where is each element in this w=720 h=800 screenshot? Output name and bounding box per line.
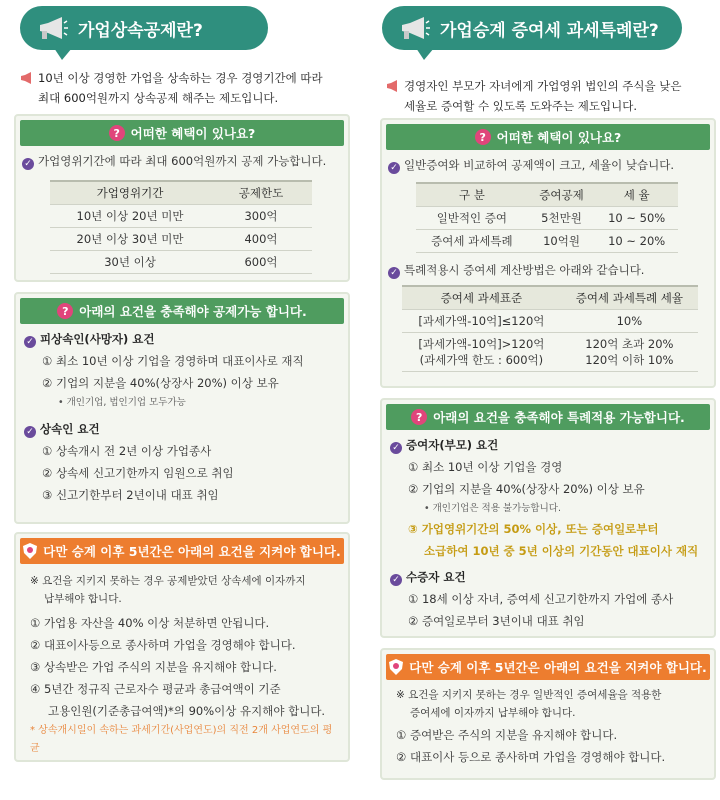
table-row: 증여세 과세특례 10억원 10 ~ 20% — [416, 230, 678, 253]
list-item: ③ 가업영위기간의 50% 이상, 또는 증여일로부터 — [408, 522, 659, 536]
list-item: ② 상속세 신고기한까지 임원으로 취임 — [42, 466, 234, 480]
list-item: ② 대표이사 등으로 종사하며 가업을 경영해야 합니다. — [396, 750, 666, 764]
check-icon: ✓ — [22, 158, 34, 170]
after-box — [380, 648, 716, 780]
requirements-box — [14, 292, 350, 524]
shield-icon — [389, 659, 403, 675]
list-item: ① 상속개시 전 2년 이상 가업종사 — [42, 444, 212, 458]
list-item: ② 증여일로부터 3년이내 대표 취임 — [408, 614, 585, 628]
after-box — [14, 532, 350, 762]
list-item: ② 기업의 지분을 40%(상장사 20%) 이상 보유 — [408, 482, 645, 496]
megaphone-icon — [38, 15, 68, 41]
requirements-box — [380, 398, 716, 638]
list-item: 고용인원(기준총급여액)*의 90%이상 유지해야 합니다. — [48, 704, 326, 718]
left-column — [6, 0, 351, 800]
right-column — [372, 0, 717, 800]
donor-title: ✓ 증여자(부모) 요건 — [390, 434, 714, 456]
table-row: [과세가액-10억]>120억 (과세가액 한도 : 600억) 120억 초과 20% 120억 이하 10% — [402, 333, 698, 372]
shield-icon — [23, 543, 37, 559]
after-header: 다만 승계 이후 5년간은 아래의 요건을 지켜야 합니다. — [386, 654, 710, 680]
list-item: ③ 상속받은 가업 주식의 지분을 유지해야 합니다. — [30, 660, 277, 674]
page-title: 가업상속공제란? — [78, 20, 203, 41]
title-bubble — [20, 6, 268, 50]
list-item: ② 기업의 지분을 40%(상장사 20%) 이상 보유 — [42, 376, 279, 390]
list-item: ① 가업용 자산을 40% 이상 처분하면 안됩니다. — [30, 616, 270, 630]
list-item: ③ 신고기한부터 2년이내 대표 취임 — [42, 488, 219, 502]
calc-line: ✓ 특례적용시 증여세 계산방법은 아래와 같습니다. — [382, 259, 714, 281]
requirements-header: ? 아래의 요건을 충족해야 공제가능 합니다. — [20, 298, 344, 324]
benefit-box — [380, 118, 716, 388]
table-row: 30년 이상 600억 — [50, 251, 312, 274]
requirements-header: ? 아래의 요건을 충족해야 특례적용 가능합니다. — [386, 404, 710, 430]
list-item: ② 대표이사등으로 종사하며 가업을 경영해야 합니다. — [30, 638, 296, 652]
rate-table — [402, 285, 698, 372]
table-row: 일반적인 증여 5천만원 10 ~ 50% — [416, 207, 678, 230]
check-icon: ✓ — [390, 442, 402, 454]
table-row: 10년 이상 20년 미만 300억 — [50, 205, 312, 228]
table-row: [과세가액-10억]≤120억 10% — [402, 310, 698, 333]
after-note: ※ 요건을 지키지 못하는 경우 공제받았던 상속세에 이자까지 — [30, 575, 306, 587]
heir-title: ✓ 피상속인(사망자) 요건 — [24, 328, 348, 350]
mini-megaphone-icon — [386, 80, 400, 92]
footnote: * 상속개시일이 속하는 과세기간(사업연도)의 직전 2개 사업연도의 평균 — [30, 725, 333, 754]
check-icon: ✓ — [24, 426, 36, 438]
benefit-box — [14, 114, 350, 282]
benefit-line: ✓ 일반증여와 비교하여 공제액이 크고, 세율이 낮습니다. — [382, 154, 714, 176]
question-icon: ? — [411, 409, 427, 425]
list-item: 소급하여 10년 중 5년 이상의 기간동안 대표이사 재직 — [424, 544, 699, 558]
question-icon: ? — [109, 125, 125, 141]
intro-text: 10년 이상 경영한 가업을 상속하는 경우 경영기간에 따라 최대 600억원까지 상속공제 해주는 제도입니다. — [20, 68, 345, 108]
check-icon: ✓ — [388, 162, 400, 174]
check-icon: ✓ — [390, 574, 402, 586]
list-item: ① 최소 10년 이상 기업을 경영하며 대표이사로 재직 — [42, 354, 304, 368]
table-header: 증여세 과세특례 세율 — [561, 286, 698, 310]
intro-text: 경영자인 부모가 자녀에게 가업영위 법인의 주식을 낮은 세율로 증여할 수 있도록 도와주는 제도입니다. — [386, 76, 711, 116]
page-title: 가업승계 증여세 과세특례란? — [440, 20, 659, 41]
successor-title: ✓ 상속인 요건 — [24, 418, 348, 440]
benefit-header: ? 어떠한 혜택이 있나요? — [20, 120, 344, 146]
mini-megaphone-icon — [20, 72, 34, 84]
donor-note: • 개인기업은 적용 불가능합니다. — [424, 503, 561, 514]
question-icon: ? — [57, 303, 73, 319]
table-header: 증여공제 — [528, 183, 596, 207]
table-header: 세 율 — [595, 183, 678, 207]
list-item: ① 증여받은 주식의 지분을 유지해야 합니다. — [396, 728, 618, 742]
table-header: 구 분 — [416, 183, 528, 207]
check-icon: ✓ — [24, 336, 36, 348]
deduction-table — [50, 180, 312, 274]
list-item: ① 18세 이상 자녀, 증여세 신고기한까지 가업에 종사 — [408, 592, 674, 606]
list-item: ④ 5년간 정규직 근로자수 평균과 총급여액이 기준 — [30, 682, 281, 696]
table-header: 가업영위기간 — [50, 181, 210, 205]
after-note: 증여세에 이자까지 납부해야 합니다. — [410, 707, 576, 719]
question-icon: ? — [475, 129, 491, 145]
check-icon: ✓ — [388, 267, 400, 279]
title-bubble — [382, 6, 682, 50]
table-header: 증여세 과세표준 — [402, 286, 561, 310]
recipient-title: ✓ 수증자 요건 — [390, 566, 714, 588]
list-item: ① 최소 10년 이상 기업을 경영 — [408, 460, 563, 474]
table-row: 20년 이상 30년 미만 400억 — [50, 228, 312, 251]
benefit-line: ✓ 가업영위기간에 따라 최대 600억원까지 공제 가능합니다. — [16, 150, 348, 172]
comparison-table — [416, 182, 678, 253]
benefit-header: ? 어떠한 혜택이 있나요? — [386, 124, 710, 150]
heir-note: • 개인기업, 법인기업 모두가능 — [58, 397, 186, 408]
after-note: ※ 요건을 지키지 못하는 경우 일반적인 증여세율을 적용한 — [396, 689, 662, 701]
after-note: 납부해야 합니다. — [44, 593, 122, 605]
megaphone-icon — [400, 15, 430, 41]
after-header: 다만 승계 이후 5년간은 아래의 요건을 지켜야 합니다. — [20, 538, 344, 564]
table-header: 공제한도 — [210, 181, 312, 205]
